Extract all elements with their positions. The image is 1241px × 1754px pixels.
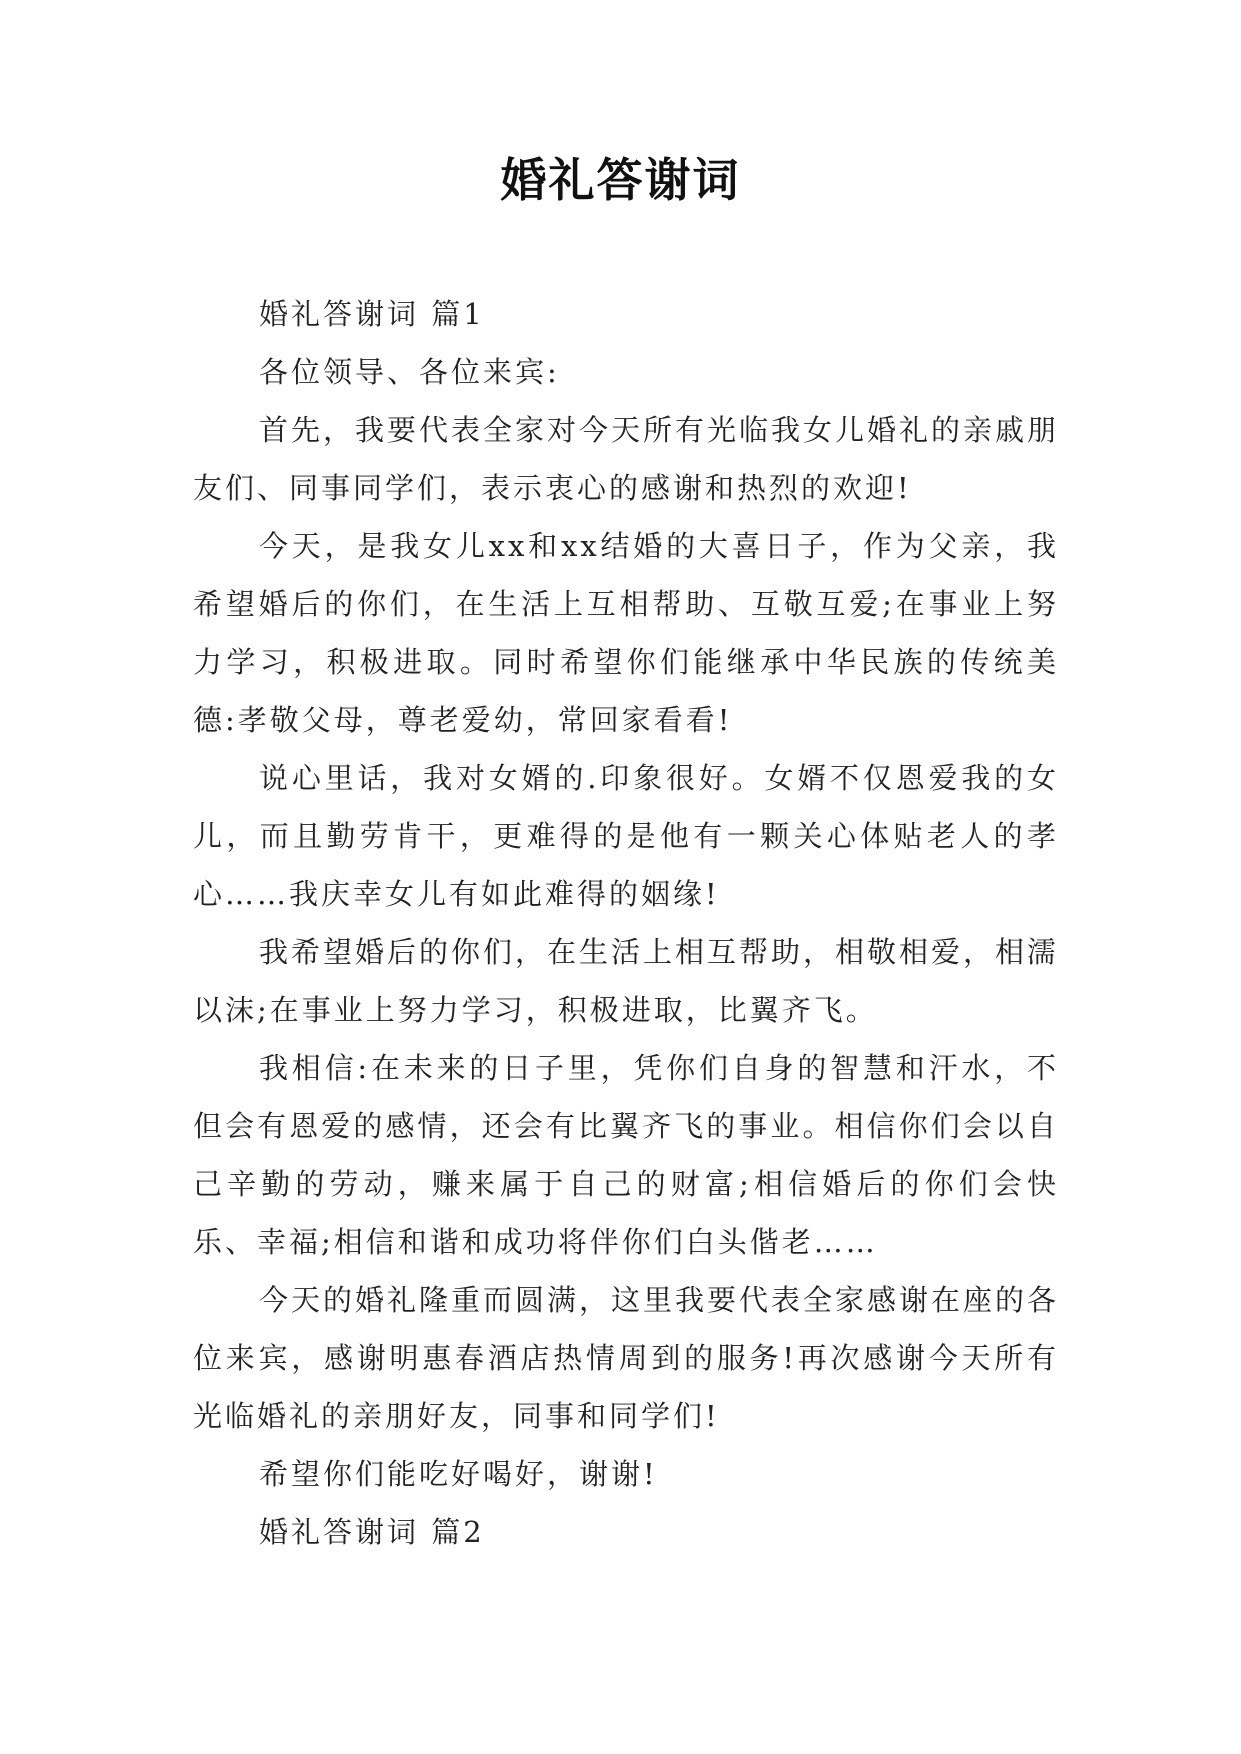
paragraph: 我希望婚后的你们，在生活上相互帮助，相敬相爱，相濡以沫;在事业上努力学习，积极进取，比翼齐飞。 (193, 935, 1060, 1027)
paragraph: 今天，是我女儿xx和xx结婚的大喜日子，作为父亲，我希望婚后的你们，在生活上互相帮助、互敬互爱;在事业上努力学习，积极进取。同时希望你们能继承中华民族的传统美德:孝敬父母，尊老爱幼，常回家看看! (193, 529, 1059, 737)
closing-line: 希望你们能吃好喝好，谢谢! (259, 1457, 658, 1491)
paragraph: 说心里话，我对女婿的.印象很好。女婿不仅恩爱我的女儿，而且勤劳肯干，更难得的是他有一颗关心体贴老人的孝心……我庆幸女儿有如此难得的姻缘! (193, 761, 1059, 911)
salutation: 各位领导、各位来宾: (259, 355, 560, 389)
document-title: 婚礼答谢词 (500, 153, 741, 207)
document-body (193, 285, 1059, 1561)
paragraph: 首先，我要代表全家对今天所有光临我女儿婚礼的亲戚朋友们、同事同学们，表示衷心的感谢和热烈的欢迎! (193, 413, 1060, 505)
paragraph: 今天的婚礼隆重而圆满，这里我要代表全家感谢在座的各位来宾，感谢明惠春酒店热情周到的服务!再次感谢今天所有光临婚礼的亲朋好友，同事和同学们! (193, 1283, 1060, 1433)
section-heading-2: 婚礼答谢词 篇2 (259, 1515, 485, 1549)
section-heading-1: 婚礼答谢词 篇1 (259, 297, 485, 331)
paragraph: 我相信:在未来的日子里，凭你们自身的智慧和汗水，不但会有恩爱的感情，还会有比翼齐飞的事业。相信你们会以自己辛勤的劳动，赚来属于自己的财富;相信婚后的你们会快乐、幸福;相信和谐和成功将伴你们白头偕老…… (193, 1051, 1059, 1259)
